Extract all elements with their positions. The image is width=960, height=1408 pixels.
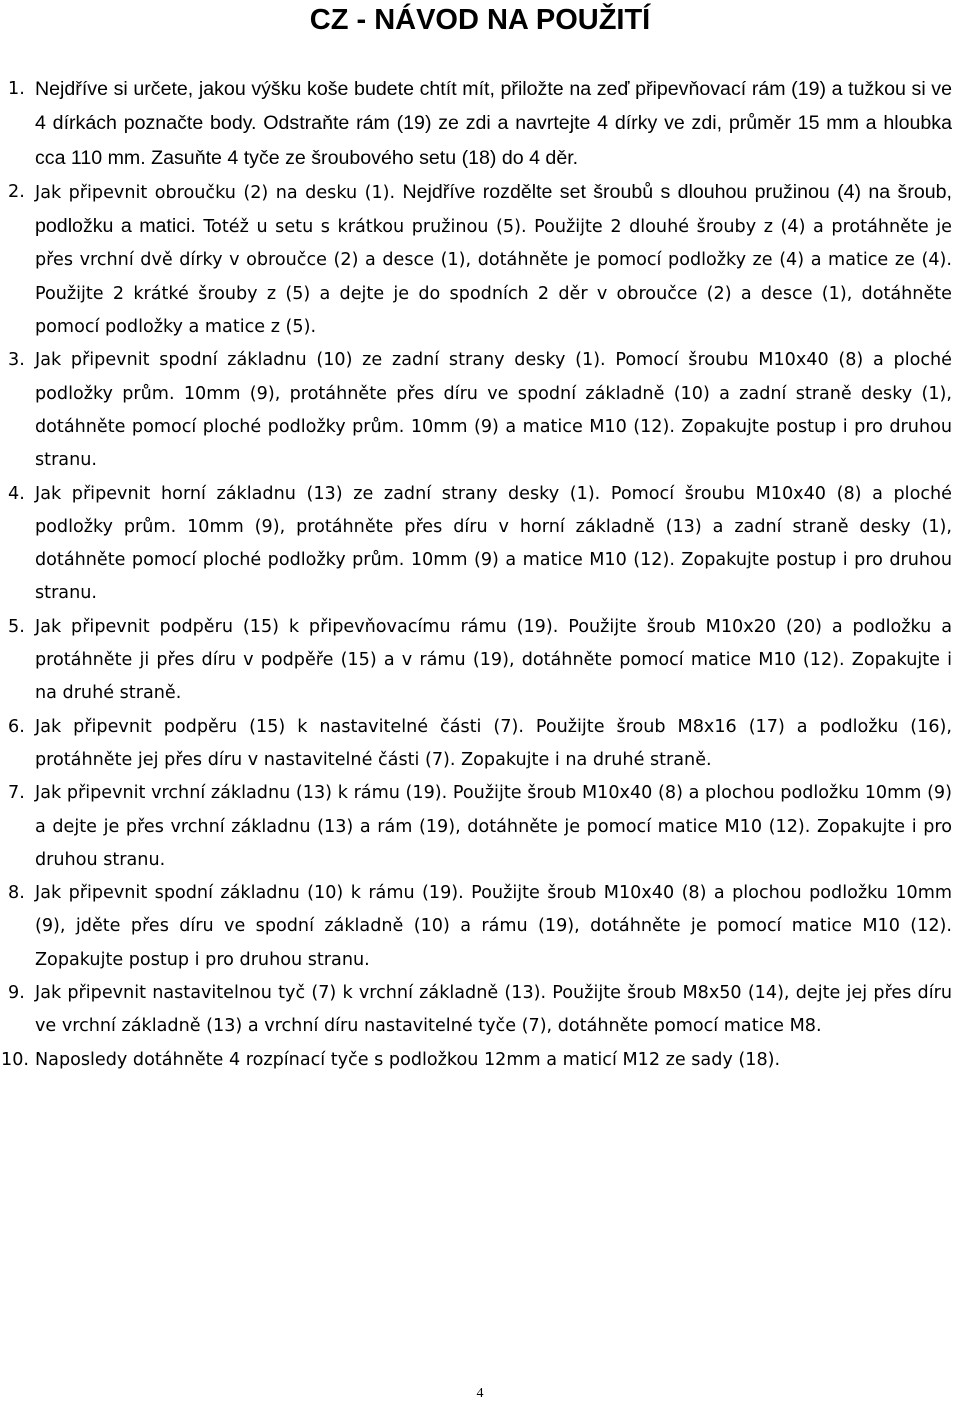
list-item bbox=[0, 777, 960, 877]
list-item bbox=[0, 1044, 960, 1077]
step-number: 8. bbox=[8, 883, 25, 904]
list-item bbox=[0, 977, 960, 1044]
step-number: 9. bbox=[8, 983, 25, 1004]
step-text: Jak připevnit spodní základnu (10) k rámu (19). Použijte šroub M10x40 (8) a plochou podložku 10mm (9), jděte přes díru ve spodní základně (10) a rámu (19), dotáhněte je pomocí matice M10 (12). Zopakujte postup i pro druhou stranu. bbox=[35, 883, 952, 970]
list-item bbox=[0, 877, 960, 977]
step-number: 2. bbox=[8, 181, 25, 202]
list-item bbox=[0, 344, 960, 477]
step-text: Jak připevnit spodní základnu (10) ze zadní strany desky (1). Pomocí šroubu M10x40 (8) a ploché podložky prům. 10mm (9), protáhněte přes díru ve spodní základně (10) a zadní straně desky (1), dotáhněte pomocí ploché podložky prům. 10mm (9) a matice M10 (12). Zopakujte postup i pro druhou stranu. bbox=[35, 350, 952, 471]
step-text: Jak připevnit vrchní základnu (13) k rámu (19). Použijte šroub M10x40 (8) a plochou podložku 10mm (9) a dejte je přes vrchní základnu (13) a rám (19), dotáhněte je pomocí matice M10 (12). Zopakujte i pro druhou stranu. bbox=[35, 783, 952, 870]
page-title: CZ - NÁVOD NA POUŽITÍ bbox=[309, 4, 651, 36]
step-number: 1. bbox=[8, 79, 25, 99]
list-item bbox=[0, 711, 960, 778]
step-heading: Jak připevnit obroučku (2) na desku (1). bbox=[35, 182, 396, 203]
step-text: Naposledy dotáhněte 4 rozpínací tyče s podložkou 12mm a maticí M12 ze sady (18). bbox=[35, 1049, 781, 1070]
step-number: 10. bbox=[1, 1049, 29, 1070]
list-item bbox=[0, 478, 960, 611]
step-text: Nejdříve si určete, jakou výšku koše budete chtít mít, přiložte na zeď připevňovací rám (19) a tužkou si ve 4 dírkách poznačte body. Odstraňte rám (19) ze zdi a navrtejte 4 dírky ve zdi, průměr 15 mm a hloubka cca 110 mm. Zasuňte 4 tyče ze šroubového setu (18) do 4 děr. bbox=[35, 78, 952, 169]
step-number: 5. bbox=[8, 616, 25, 637]
step-text: Jak připevnit podpěru (15) k nastavitelné části (7). Použijte šroub M8x16 (17) a podložku (16), protáhněte jej přes díru v nastavitelné části (7). Zopakujte i na druhé straně. bbox=[35, 716, 952, 770]
step-text: Jak připevnit nastavitelnou tyč (7) k vrchní základně (13). Použijte šroub M8x50 (14), dejte jej přes díru ve vrchní základně (13) a vrchní díru nastavitelné tyče (7), dotáhněte pomocí matice M8. bbox=[35, 983, 952, 1037]
list-item bbox=[0, 611, 960, 711]
step-number: 7. bbox=[8, 783, 25, 804]
step-text: Jak připevnit podpěru (15) k připevňovacímu rámu (19). Použijte šroub M10x20 (20) a podložku a protáhněte ji přes díru v podpěře (15) a v rámu (19), dotáhněte pomocí matice M10 (12). Zopakujte i na druhé straně. bbox=[35, 616, 952, 704]
page-number: 4 bbox=[476, 1386, 484, 1401]
step-number: 6. bbox=[8, 716, 25, 737]
step-text: Nejdříve rozdělte set šroubů s dlouhou pružinou (4) na šroub, podložku a matici. bbox=[35, 180, 952, 238]
step-text: Jak připevnit horní základnu (13) ze zadní strany desky (1). Pomocí šroubu M10x40 (8) a ploché podložky prům. 10mm (9), protáhněte přes díru v horní základně (13) a zadní straně desky (1), dotáhněte pomocí ploché podložky prům. 10mm (9) a matice M10 (12). Zopakujte postup i pro druhou stranu. bbox=[35, 483, 952, 604]
step-number: 4. bbox=[8, 483, 25, 504]
step-number: 3. bbox=[8, 350, 25, 371]
list-item bbox=[0, 176, 960, 344]
list-item bbox=[0, 73, 960, 176]
instruction-list bbox=[0, 73, 960, 1077]
step-text: Totéž u setu s krátkou pružinou (5). Použijte 2 dlouhé šrouby z (4) a protáhněte je přes vrchní dvě dírky v obroučce (2) a desce (1), dotáhněte je pomocí podložky ze (4) a matice ze (4). Použijte 2 krátké šrouby z (5) a dejte je do spodních 2 děr v obroučce (2) a desce (1), dotáhněte pomocí podložky a matice z (5). bbox=[35, 217, 953, 338]
